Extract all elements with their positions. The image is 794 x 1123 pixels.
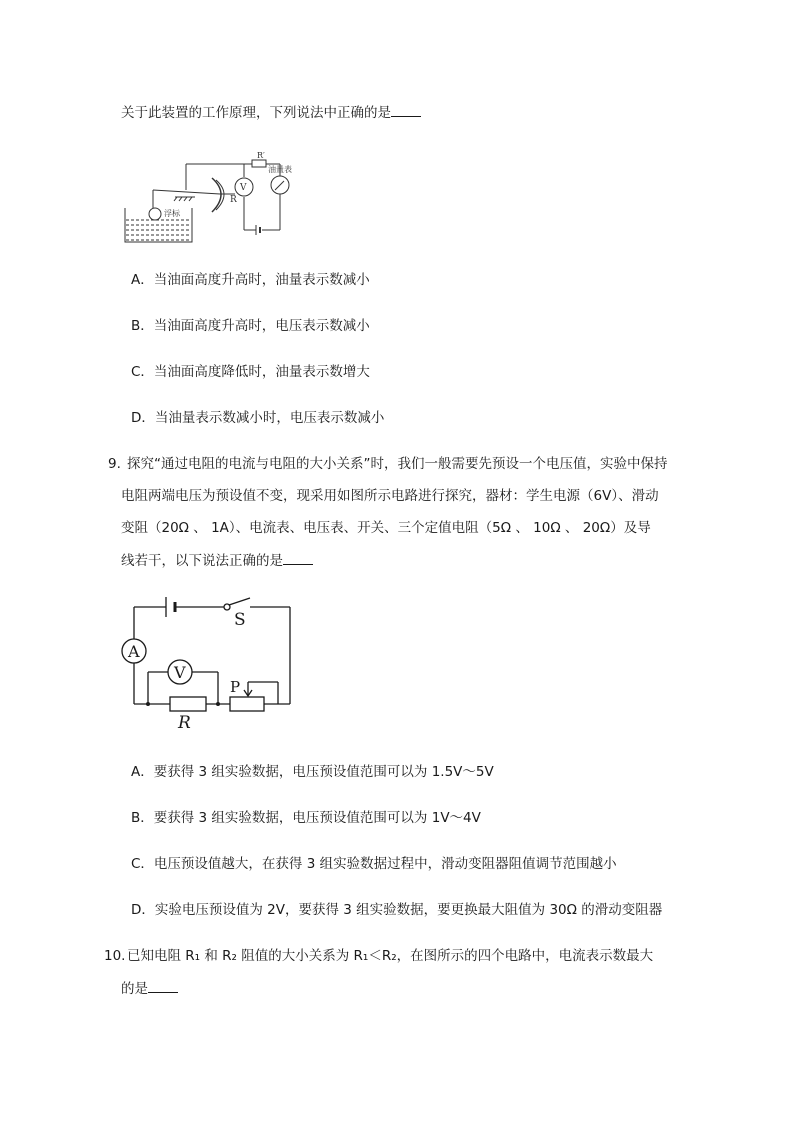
option-b: B．要获得 3 组实验数据，电压预设值范围可以为 1V～4V: [131, 810, 481, 826]
label-s: S: [234, 610, 246, 630]
option-a: A．当油面高度升高时，油量表示数减小: [131, 272, 370, 288]
question-stem-text: 关于此装置的工作原理，下列说法中正确的是: [121, 105, 391, 121]
label-v: V: [174, 663, 186, 682]
option-c: C．当油面高度降低时，油量表示数增大: [131, 364, 370, 380]
question-number: 10.: [104, 948, 126, 964]
answer-blank: [148, 978, 178, 993]
option-d: D．实验电压预设值为 2V，要获得 3 组实验数据，要更换最大阻值为 30Ω 的滑动变阻器: [131, 902, 663, 918]
resistor-r-prime: [252, 160, 266, 167]
question-text-line: 探究“通过电阻的电流与电阻的大小关系”时，我们一般需要先预设一个电压值，实验中保持: [127, 456, 668, 472]
label-r-prime: R′: [257, 151, 265, 160]
question-text-line: 已知电阻 R₁ 和 R₂ 阻值的大小关系为 R₁＜R₂，在图所示的四个电路中，电流表示数最大: [127, 948, 654, 964]
question-stem: [121, 102, 421, 123]
question-text-line: 电阻两端电压为预设值不变，现采用如图所示电路进行探究，器材：学生电源（6V）、滑动: [121, 488, 659, 504]
answer-blank: [283, 550, 313, 565]
label-oil-meter: 油量表: [268, 165, 292, 174]
resistor-r: [170, 697, 206, 711]
option-d: D．当油量表示数减小时，电压表示数减小: [131, 410, 385, 426]
label-float: 浮标: [164, 209, 180, 218]
option-a: A．要获得 3 组实验数据，电压预设值范围可以为 1.5V～5V: [131, 764, 494, 780]
label-r: R: [230, 195, 237, 205]
label-v: V: [240, 183, 247, 193]
question-text-tail: 的是: [121, 981, 148, 997]
label-p: P: [230, 678, 241, 696]
float-ball: [149, 208, 161, 220]
question-number: 9.: [108, 456, 121, 472]
rheostat: [230, 697, 264, 711]
switch-lever: [229, 598, 250, 605]
label-a: A: [128, 642, 140, 661]
question-text-tail: 线若干，以下说法正确的是: [121, 553, 283, 569]
question-text-line: [121, 978, 178, 999]
circuit-diagram: [118, 594, 298, 734]
oil-gauge-circuit-diagram: [120, 150, 300, 250]
answer-blank: [391, 102, 421, 117]
question-text-line: [121, 550, 313, 571]
question-text-line: 变阻（20Ω 、 1A）、电流表、电压表、开关、三个定值电阻（5Ω 、 10Ω 、 20Ω）及导: [121, 520, 651, 536]
option-b: B．当油面高度升高时，电压表示数减小: [131, 318, 370, 334]
label-r: R: [178, 713, 191, 733]
option-c: C．电压预设值越大，在获得 3 组实验数据过程中，滑动变阻器阻值调节范围越小: [131, 856, 617, 872]
